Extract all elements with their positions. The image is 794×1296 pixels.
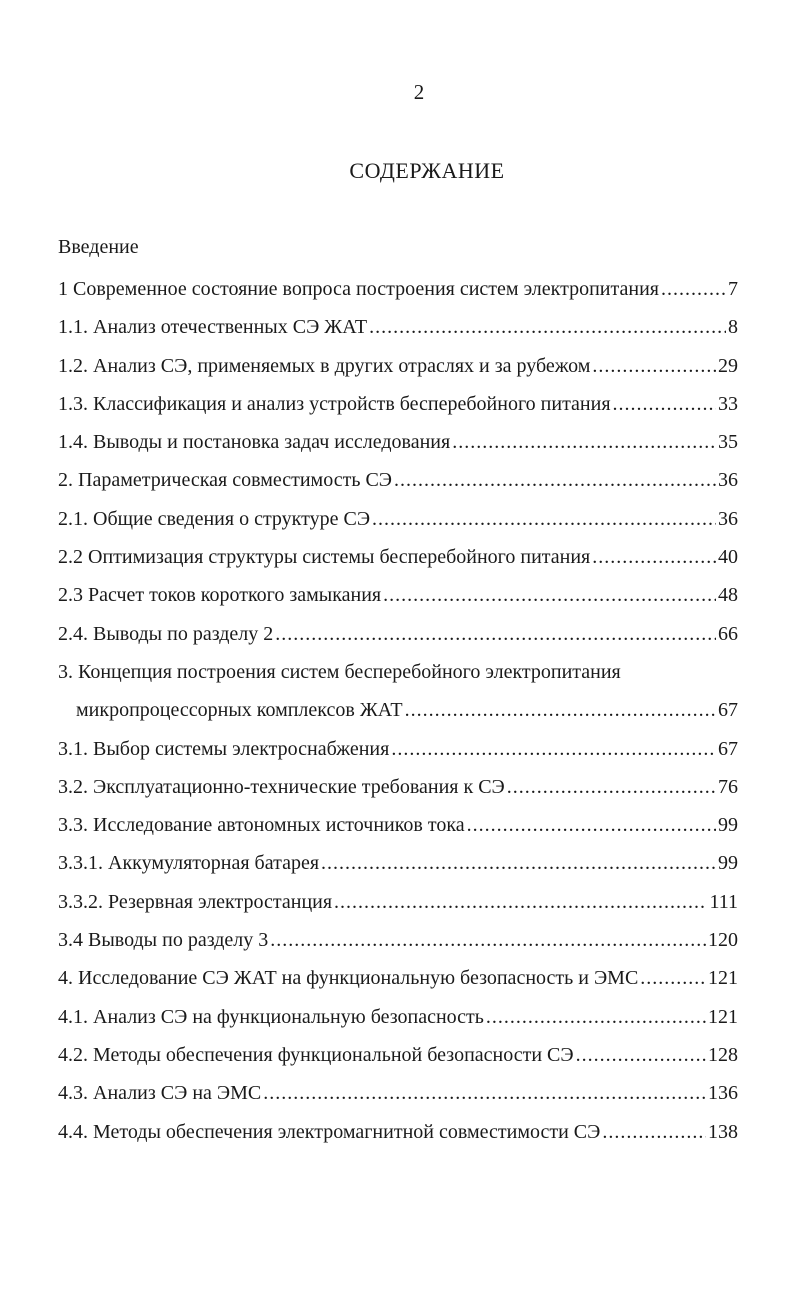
- toc-entry-title: 2.1. Общие сведения о структуре СЭ: [58, 507, 371, 530]
- toc-entry-title: 2.4. Выводы по разделу 2: [58, 622, 274, 645]
- toc-entry-title: 4.4. Методы обеспечения электромагнитной совместимости СЭ: [58, 1120, 601, 1143]
- toc-leader: [576, 1036, 706, 1074]
- toc-entry-page: 67: [718, 737, 738, 760]
- toc-leader: [592, 347, 716, 385]
- toc-entry-title: 3.2. Эксплуатационно-технические требования к СЭ: [58, 775, 505, 798]
- toc-leader: [592, 538, 716, 576]
- toc-entry: [58, 423, 738, 461]
- toc-entry-page: 36: [718, 469, 738, 492]
- toc-entry: [58, 347, 738, 385]
- toc-leader: [405, 691, 716, 729]
- toc-entry-page: 35: [718, 431, 738, 454]
- toc-leader: [275, 615, 716, 653]
- toc-entry-page: 76: [718, 775, 738, 798]
- toc-entry-title: 1.3. Классификация и анализ устройств бесперебойного питания: [58, 392, 611, 415]
- toc-leader: [334, 883, 707, 921]
- toc-entry-page: 33: [718, 392, 738, 415]
- toc-entry-page: 99: [718, 852, 738, 875]
- toc-leader: [270, 921, 706, 959]
- toc-entry-page: 99: [718, 814, 738, 837]
- toc-entry: [58, 576, 738, 614]
- toc-entry-page: 111: [709, 890, 738, 913]
- toc-entry-title: 1.4. Выводы и постановка задач исследования: [58, 431, 451, 454]
- toc-leader: [467, 806, 716, 844]
- toc-entry: [58, 308, 738, 346]
- toc-entry-page: 128: [708, 1043, 738, 1066]
- toc-entry-page: 138: [708, 1120, 738, 1143]
- toc-entry-title: 3. Концепция построения систем бесперебойного электропитания: [58, 660, 621, 683]
- toc-leader: [661, 270, 726, 308]
- toc-entry: [58, 1036, 738, 1074]
- toc-leader: [372, 500, 716, 538]
- toc-entry-title: 2.3 Расчет токов короткого замыкания: [58, 584, 382, 607]
- toc-entry-page: 66: [718, 622, 738, 645]
- toc-entry-page: 8: [728, 316, 738, 339]
- table-of-contents: [58, 270, 738, 1151]
- toc-entry: [58, 615, 738, 653]
- toc-entry: [58, 1074, 738, 1112]
- toc-entry: [58, 500, 738, 538]
- toc-entry: [58, 844, 738, 882]
- toc-entry: [58, 691, 738, 729]
- toc-entry-page: 67: [718, 699, 738, 722]
- toc-leader: [613, 385, 716, 423]
- toc-entry-title: 1 Современное состояние вопроса построения систем электропитания: [58, 278, 659, 300]
- toc-intro: Введение: [58, 236, 139, 258]
- toc-entry-title: 2. Параметрическая совместимость СЭ: [58, 469, 392, 492]
- toc-leader: [486, 998, 706, 1036]
- toc-entry: [58, 959, 738, 997]
- toc-leader: [263, 1074, 706, 1112]
- toc-entry-page: 48: [718, 584, 738, 607]
- toc-entry: [58, 768, 738, 806]
- toc-entry-page: 120: [708, 929, 738, 952]
- toc-entry: [58, 385, 738, 423]
- page-title: СОДЕРЖАНИЕ: [349, 158, 505, 183]
- toc-leader: [391, 730, 716, 768]
- toc-leader: [369, 308, 726, 346]
- toc-entry-title: 3.3.2. Резервная электростанция: [58, 890, 333, 913]
- toc-entry-title: 4.2. Методы обеспечения функциональной безопасности СЭ: [58, 1043, 574, 1066]
- toc-entry-title: 3.3.1. Аккумуляторная батарея: [58, 852, 320, 875]
- toc-leader: [602, 1113, 706, 1151]
- toc-entry: [58, 883, 738, 921]
- toc-entry-title: 3.1. Выбор системы электроснабжения: [58, 737, 390, 760]
- toc-entry-title: 3.3. Исследование автономных источников тока: [58, 814, 465, 837]
- toc-entry: [58, 998, 738, 1036]
- toc-entry-page: 7: [728, 278, 738, 300]
- toc-entry: [58, 270, 738, 308]
- toc-entry: [58, 1113, 738, 1151]
- page-number: 2: [413, 80, 425, 104]
- toc-entry-title: 2.2 Оптимизация структуры системы бесперебойного питания: [58, 546, 591, 569]
- toc-entry-page: 40: [718, 546, 738, 569]
- toc-leader: [394, 461, 716, 499]
- toc-entry-title: 4.3. Анализ СЭ на ЭМС: [58, 1082, 262, 1105]
- toc-entry: [58, 806, 738, 844]
- toc-entry-title: 1.1. Анализ отечественных СЭ ЖАТ: [58, 316, 368, 339]
- toc-entry-page: 121: [708, 1005, 738, 1028]
- toc-leader: [383, 576, 716, 614]
- toc-entry-title: 3.4 Выводы по разделу 3: [58, 929, 269, 952]
- toc-entry-page: 29: [718, 354, 738, 377]
- toc-entry-page: 121: [708, 967, 738, 990]
- toc-entry-title: микропроцессорных комплексов ЖАТ: [76, 699, 403, 722]
- toc-entry: [58, 921, 738, 959]
- toc-entry-title: 1.2. Анализ СЭ, применяемых в других отраслях и за рубежом: [58, 354, 591, 377]
- toc-leader: [640, 959, 706, 997]
- toc-entry: [58, 653, 738, 691]
- toc-leader: [452, 423, 716, 461]
- toc-entry-title: 4. Исследование СЭ ЖАТ на функциональную безопасность и ЭМС: [58, 967, 639, 990]
- toc-leader: [321, 844, 716, 882]
- toc-entry: [58, 730, 738, 768]
- toc-entry: [58, 538, 738, 576]
- toc-entry-page: 136: [708, 1082, 738, 1105]
- toc-leader: [507, 768, 716, 806]
- toc-entry-page: 36: [718, 507, 738, 530]
- toc-entry: [58, 461, 738, 499]
- toc-entry-title: 4.1. Анализ СЭ на функциональную безопасность: [58, 1005, 484, 1028]
